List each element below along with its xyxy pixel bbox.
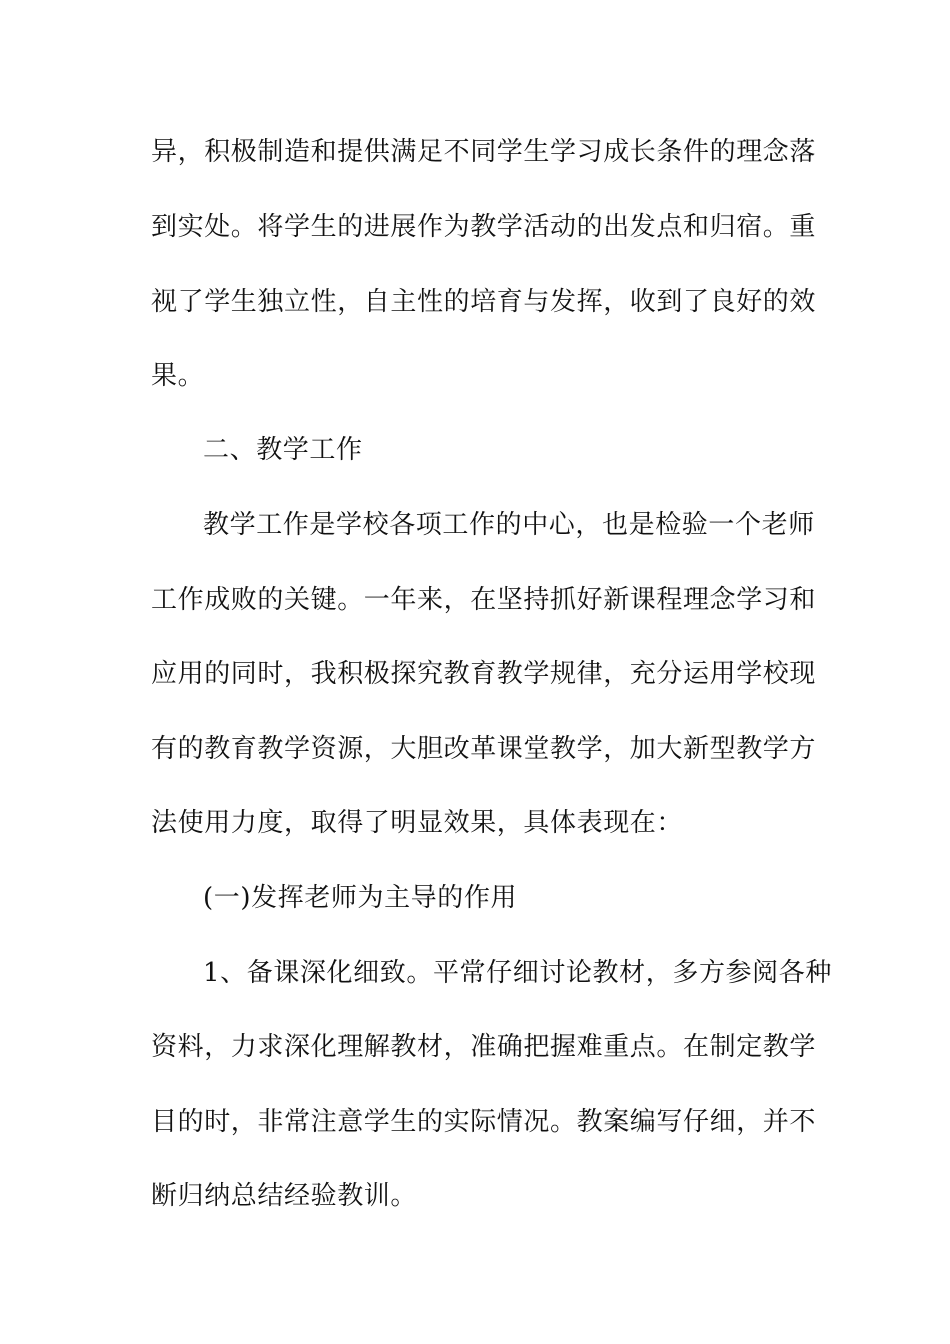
paragraph-line: 到实处。将学生的进展作为教学活动的出发点和归宿。重 (151, 212, 817, 242)
paragraph-line: 异，积极制造和提供满足不同学生学习成长条件的理念落 (151, 137, 817, 167)
subsection-heading: (一)发挥老师为主导的作用 (203, 883, 518, 913)
paragraph-line: 断归纳总结经验教训。 (151, 1181, 418, 1211)
paragraph-line: 视了学生独立性，自主性的培育与发挥，收到了良好的效 (151, 287, 817, 317)
paragraph-line: 法使用力度，取得了明显效果，具体表现在： (151, 808, 684, 838)
section-heading: 二、教学工作 (203, 435, 363, 465)
paragraph-line: 资料，力求深化理解教材，准确把握难重点。在制定教学 (151, 1032, 817, 1062)
paragraph-line: 应用的同时，我积极探究教育教学规律，充分运用学校现 (151, 659, 817, 689)
paragraph-line: 有的教育教学资源，大胆改革课堂教学，加大新型教学方 (151, 734, 817, 764)
paragraph-line: 教学工作是学校各项工作的中心，也是检验一个老师 (203, 510, 815, 540)
paragraph-line: 1、备课深化细致。平常仔细讨论教材，多方参阅各种 (203, 958, 832, 988)
paragraph-line: 果。 (151, 361, 205, 391)
paragraph-line: 目的时，非常注意学生的实际情况。教案编写仔细，并不 (151, 1107, 817, 1137)
paragraph-line: 工作成败的关键。一年来，在坚持抓好新课程理念学习和 (151, 585, 817, 615)
